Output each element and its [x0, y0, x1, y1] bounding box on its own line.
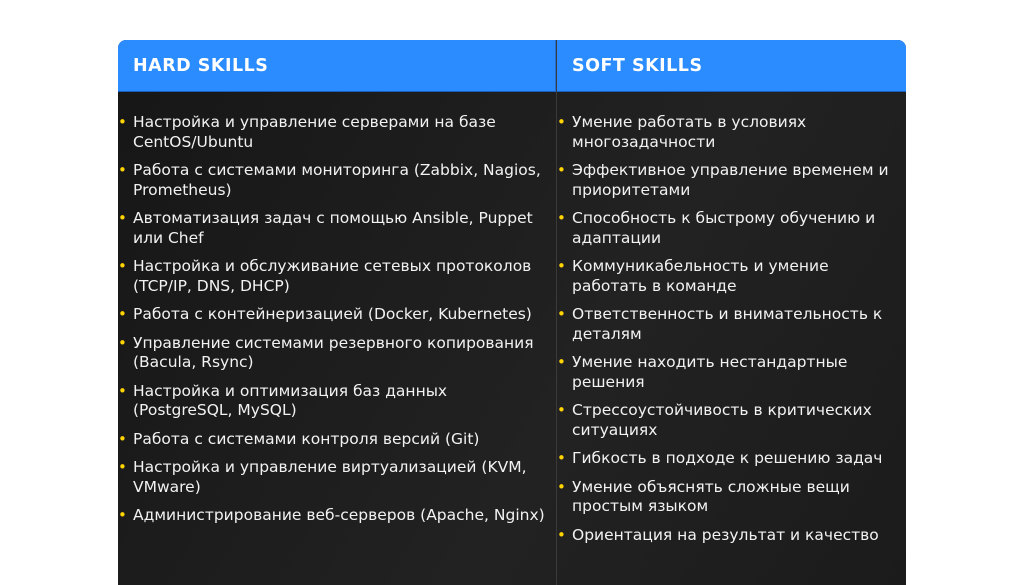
soft-skills-header: SOFT SKILLS [557, 40, 906, 92]
list-item-text: Администрирование веб-серверов (Apache, Nginx) [133, 506, 545, 524]
bullet-icon: • [118, 458, 127, 476]
list-item [118, 113, 556, 152]
list-item-text: Эффективное управление временем и приоритетами [572, 161, 889, 199]
skills-table [118, 40, 906, 585]
list-item-text: Умение работать в условиях многозадачности [572, 113, 807, 151]
bullet-icon: • [557, 525, 566, 544]
hard-skills-header: HARD SKILLS [118, 40, 556, 92]
list-item [118, 430, 556, 450]
list-item [557, 353, 906, 392]
bullet-icon: • [557, 257, 566, 275]
list-item [118, 161, 556, 200]
list-item-text: Настройка и управление серверами на базе CentOS/Ubuntu [133, 113, 496, 151]
list-item-text: Гибкость в подходе к решению задач [572, 449, 883, 467]
list-item [118, 506, 556, 526]
list-item-text: Настройка и управление виртуализацией (KVM, VMware) [133, 458, 527, 496]
list-item [557, 526, 906, 546]
bullet-icon: • [557, 353, 566, 371]
bullet-icon: • [118, 257, 127, 275]
list-item-text: Управление системами резервного копирования (Bacula, Rsync) [133, 333, 534, 371]
list-item [557, 305, 906, 344]
list-item-text: Работа с системами контроля версий (Git) [133, 429, 480, 448]
list-item [118, 305, 556, 325]
list-item-text: Ответственность и внимательность к деталям [572, 305, 883, 343]
list-item-text: Умение находить нестандартные решения [572, 353, 848, 391]
bullet-icon: • [557, 161, 566, 179]
list-item-text: Работа с системами мониторинга (Zabbix, Nagios, Prometheus) [133, 161, 541, 199]
list-item [557, 161, 906, 200]
bullet-icon: • [118, 333, 127, 352]
list-item [118, 458, 556, 497]
list-item [557, 401, 906, 440]
list-item [118, 382, 556, 421]
list-item-text: Ориентация на результат и качество [572, 525, 879, 544]
bullet-icon: • [557, 209, 566, 227]
bullet-icon: • [118, 381, 127, 400]
bullet-icon: • [557, 113, 566, 131]
list-item-text: Стрессоустойчивость в критических ситуациях [572, 401, 872, 439]
hard-skills-column [118, 40, 557, 585]
soft-skills-column [557, 40, 906, 585]
list-item-text: Коммуникабельность и умение работать в команде [572, 257, 829, 295]
list-item [118, 209, 556, 248]
list-item [557, 449, 906, 469]
list-item-text: Автоматизация задач с помощью Ansible, Puppet или Chef [133, 209, 533, 247]
bullet-icon: • [557, 305, 566, 323]
bullet-icon: • [118, 305, 127, 323]
bullet-icon: • [118, 113, 127, 131]
bullet-icon: • [118, 161, 127, 179]
bullet-icon: • [557, 401, 566, 419]
list-item-text: Работа с контейнеризацией (Docker, Kubernetes) [133, 305, 532, 323]
list-item-text: Способность к быстрому обучению и адаптации [572, 209, 876, 247]
list-item [557, 113, 906, 152]
list-item-text: Настройка и оптимизация баз данных (PostgreSQL, MySQL) [133, 381, 448, 419]
list-item [557, 209, 906, 248]
list-item [118, 334, 556, 373]
list-item [118, 257, 556, 296]
bullet-icon: • [557, 449, 566, 467]
list-item-text: Настройка и обслуживание сетевых протоколов (TCP/IP, DNS, DHCP) [133, 257, 532, 295]
bullet-icon: • [118, 209, 127, 227]
bullet-icon: • [557, 477, 566, 496]
list-item-text: Умение объяснять сложные вещи простым языком [572, 477, 850, 515]
hard-skills-list [118, 92, 556, 526]
bullet-icon: • [118, 506, 127, 524]
list-item [557, 478, 906, 517]
soft-skills-list [557, 92, 906, 545]
list-item [557, 257, 906, 296]
bullet-icon: • [118, 429, 127, 448]
